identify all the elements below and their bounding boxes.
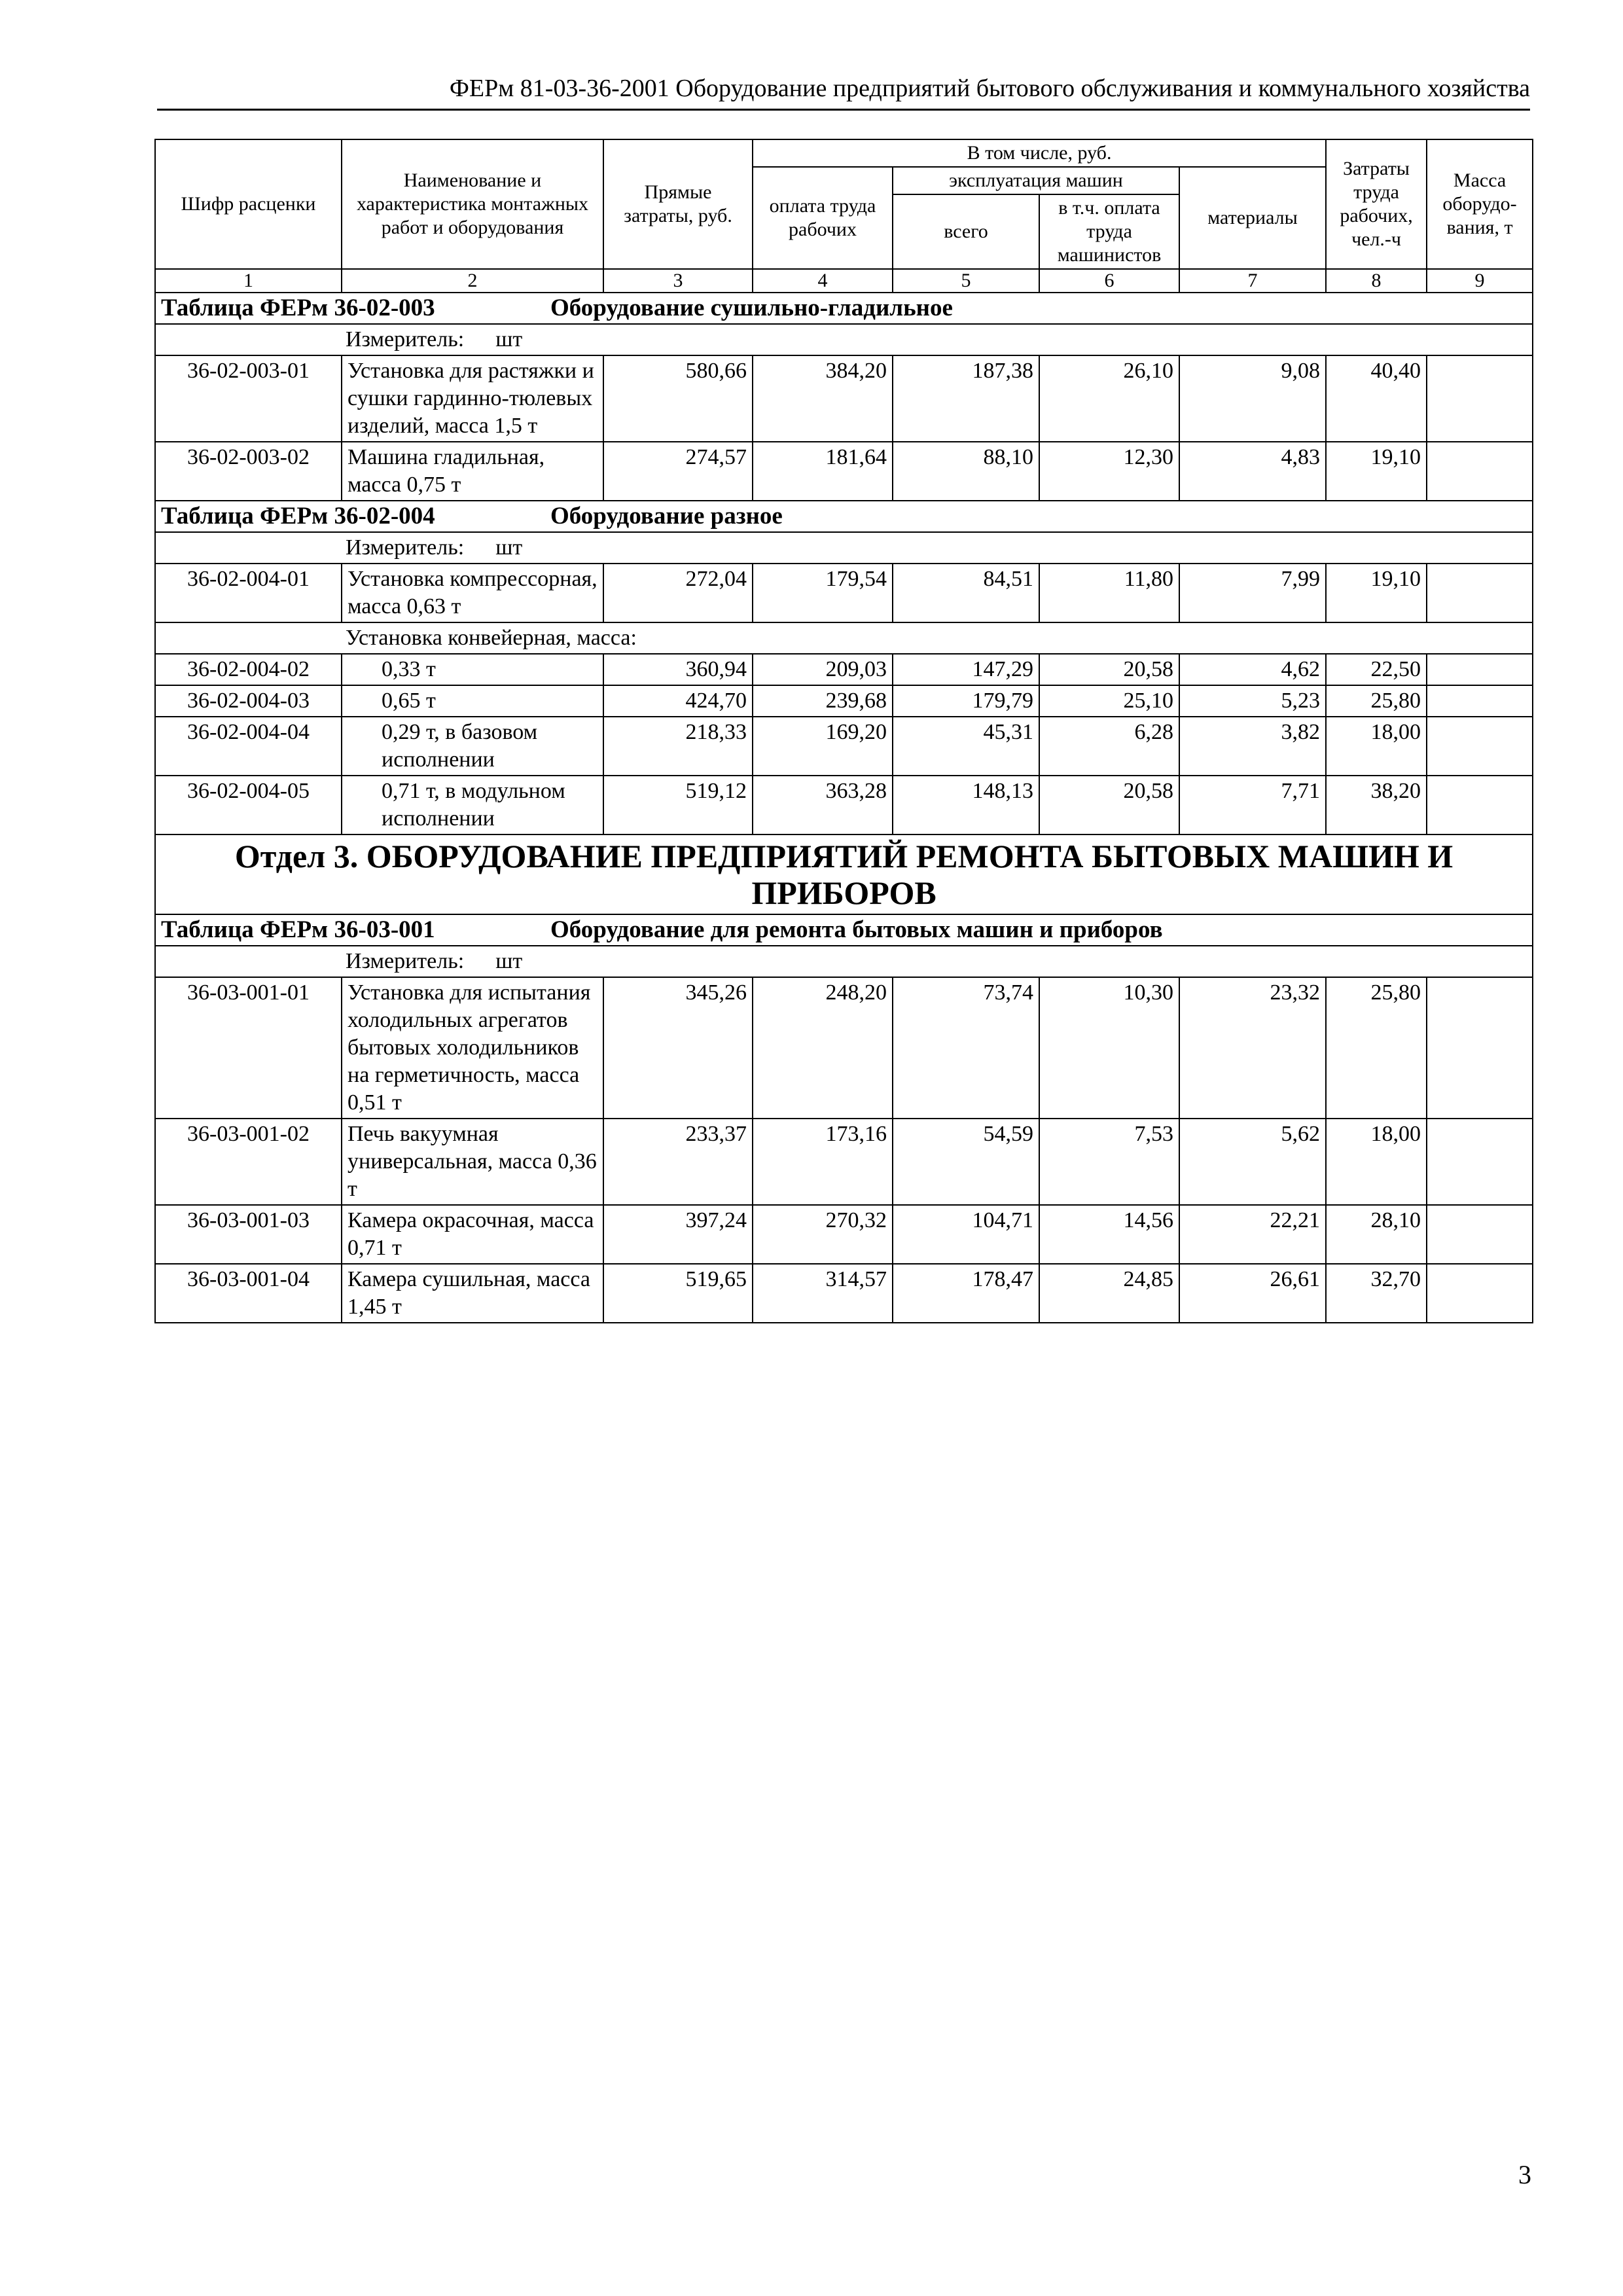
row-mass	[1427, 564, 1533, 622]
row-machines-labor: 11,80	[1039, 564, 1179, 622]
column-numbers-row	[155, 269, 1533, 293]
row-hours: 18,00	[1326, 1119, 1427, 1205]
col-header-incl: В том числе, руб.	[753, 139, 1326, 167]
row-hours: 28,10	[1326, 1205, 1427, 1264]
measure-row	[155, 324, 1533, 355]
row-mass	[1427, 1119, 1533, 1205]
col-number: 7	[1179, 269, 1326, 293]
table-title: Оборудование разное	[550, 503, 783, 529]
table-row	[155, 564, 1533, 622]
col-header-code: Шифр расценки	[155, 139, 342, 269]
row-machines-labor: 12,30	[1039, 442, 1179, 501]
col-header-labor-cost: Затраты труда рабочих, чел.-ч	[1326, 139, 1427, 269]
row-mass	[1427, 654, 1533, 685]
row-mass	[1427, 1205, 1533, 1264]
row-labor: 239,68	[753, 685, 893, 717]
col-number: 3	[603, 269, 753, 293]
row-name: Машина гладильная, масса 0,75 т	[342, 442, 603, 501]
col-header-machines-labor: в т.ч. оплата труда машинистов	[1039, 194, 1179, 269]
row-name: Камера сушильная, масса 1,45 т	[342, 1264, 603, 1323]
section-title-row	[155, 834, 1533, 914]
row-machines-labor: 7,53	[1039, 1119, 1179, 1205]
table-code: Таблица ФЕРм 36-02-004	[161, 503, 435, 529]
table-row	[155, 717, 1533, 776]
table-row	[155, 685, 1533, 717]
row-direct: 272,04	[603, 564, 753, 622]
row-materials: 22,21	[1179, 1205, 1326, 1264]
measure-label: Измеритель:	[346, 327, 465, 351]
row-name: Установка для испытания холодильных агрегатов бытовых холодильников на герметичность, масса 0,51 т	[342, 977, 603, 1119]
measure-row	[155, 532, 1533, 564]
group-label-row	[155, 622, 1533, 654]
row-code: 36-02-004-03	[155, 685, 342, 717]
measure-row	[155, 946, 1533, 977]
row-hours: 22,50	[1326, 654, 1427, 685]
row-labor: 173,16	[753, 1119, 893, 1205]
row-labor: 209,03	[753, 654, 893, 685]
row-code: 36-02-003-01	[155, 355, 342, 442]
row-machines: 147,29	[893, 654, 1039, 685]
row-direct: 274,57	[603, 442, 753, 501]
row-labor: 181,64	[753, 442, 893, 501]
row-labor: 169,20	[753, 717, 893, 776]
row-name: 0,65 т	[342, 685, 603, 717]
row-direct: 360,94	[603, 654, 753, 685]
row-materials: 3,82	[1179, 717, 1326, 776]
row-machines: 45,31	[893, 717, 1039, 776]
row-labor: 314,57	[753, 1264, 893, 1323]
document-header: ФЕРм 81-03-36-2001 Оборудование предприятий бытового обслуживания и коммунального хозяйства	[449, 75, 1530, 102]
col-number: 6	[1039, 269, 1179, 293]
table-row	[155, 355, 1533, 442]
row-code: 36-02-003-02	[155, 442, 342, 501]
row-materials: 26,61	[1179, 1264, 1326, 1323]
row-machines: 88,10	[893, 442, 1039, 501]
col-number: 5	[893, 269, 1039, 293]
row-name: 0,71 т, в модульном исполнении	[342, 776, 603, 834]
row-materials: 5,62	[1179, 1119, 1326, 1205]
table-row	[155, 1205, 1533, 1264]
col-header-mass: Масса оборудо-вания, т	[1427, 139, 1533, 269]
group-label: Установка конвейерная, масса:	[155, 622, 1533, 654]
row-name: 0,33 т	[342, 654, 603, 685]
row-hours: 32,70	[1326, 1264, 1427, 1323]
table-title-row	[155, 501, 1533, 532]
row-code: 36-03-001-01	[155, 977, 342, 1119]
row-hours: 19,10	[1326, 564, 1427, 622]
row-direct: 397,24	[603, 1205, 753, 1264]
row-hours: 40,40	[1326, 355, 1427, 442]
row-name: 0,29 т, в базовом исполнении	[342, 717, 603, 776]
row-machines-labor: 6,28	[1039, 717, 1179, 776]
row-direct: 424,70	[603, 685, 753, 717]
col-header-materials: материалы	[1179, 167, 1326, 269]
col-header-labor: оплата труда рабочих	[753, 167, 893, 269]
row-labor: 179,54	[753, 564, 893, 622]
col-header-machines: эксплуатация машин	[893, 167, 1179, 194]
row-machines: 84,51	[893, 564, 1039, 622]
section-title: Отдел 3. ОБОРУДОВАНИЕ ПРЕДПРИЯТИЙ РЕМОНТА БЫТОВЫХ МАШИН И ПРИБОРОВ	[155, 834, 1533, 914]
row-machines-labor: 26,10	[1039, 355, 1179, 442]
row-code: 36-02-004-02	[155, 654, 342, 685]
table-row	[155, 654, 1533, 685]
row-materials: 7,99	[1179, 564, 1326, 622]
row-name: Камера окрасочная, масса 0,71 т	[342, 1205, 603, 1264]
row-machines: 179,79	[893, 685, 1039, 717]
col-number: 2	[342, 269, 603, 293]
measure-unit: шт	[495, 949, 523, 973]
col-header-name: Наименование и характеристика монтажных работ и оборудования	[342, 139, 603, 269]
row-materials: 4,83	[1179, 442, 1326, 501]
row-materials: 7,71	[1179, 776, 1326, 834]
row-mass	[1427, 717, 1533, 776]
row-labor: 248,20	[753, 977, 893, 1119]
row-mass	[1427, 442, 1533, 501]
measure-unit: шт	[495, 535, 523, 560]
row-mass	[1427, 685, 1533, 717]
table-title: Оборудование сушильно-гладильное	[550, 295, 953, 321]
page-number: 3	[1518, 2160, 1531, 2189]
row-name: Установка компрессорная, масса 0,63 т	[342, 564, 603, 622]
row-direct: 345,26	[603, 977, 753, 1119]
row-machines-labor: 20,58	[1039, 776, 1179, 834]
measure-label: Измеритель:	[346, 535, 465, 560]
row-hours: 25,80	[1326, 977, 1427, 1119]
row-code: 36-02-004-01	[155, 564, 342, 622]
row-code: 36-02-004-04	[155, 717, 342, 776]
row-direct: 519,12	[603, 776, 753, 834]
row-machines-labor: 14,56	[1039, 1205, 1179, 1264]
row-machines: 178,47	[893, 1264, 1039, 1323]
col-header-machines-total: всего	[893, 194, 1039, 269]
row-machines-labor: 24,85	[1039, 1264, 1179, 1323]
row-hours: 19,10	[1326, 442, 1427, 501]
col-number: 1	[155, 269, 342, 293]
row-direct: 218,33	[603, 717, 753, 776]
row-code: 36-02-004-05	[155, 776, 342, 834]
col-number: 9	[1427, 269, 1533, 293]
row-mass	[1427, 1264, 1533, 1323]
row-materials: 4,62	[1179, 654, 1326, 685]
table-row	[155, 1264, 1533, 1323]
row-materials: 9,08	[1179, 355, 1326, 442]
row-machines: 148,13	[893, 776, 1039, 834]
table-title-row	[155, 914, 1533, 946]
table-row	[155, 1119, 1533, 1205]
row-machines: 73,74	[893, 977, 1039, 1119]
table-title: Оборудование для ремонта бытовых машин и приборов	[550, 916, 1163, 943]
table-code: Таблица ФЕРм 36-02-003	[161, 295, 435, 321]
row-name: Установка для растяжки и сушки гардинно-тюлевых изделий, масса 1,5 т	[342, 355, 603, 442]
row-labor: 363,28	[753, 776, 893, 834]
row-hours: 25,80	[1326, 685, 1427, 717]
row-code: 36-03-001-02	[155, 1119, 342, 1205]
row-direct: 519,65	[603, 1264, 753, 1323]
row-machines: 187,38	[893, 355, 1039, 442]
col-number: 4	[753, 269, 893, 293]
table-code: Таблица ФЕРм 36-03-001	[161, 916, 435, 943]
header-rule	[157, 109, 1530, 111]
row-code: 36-03-001-04	[155, 1264, 342, 1323]
price-table	[154, 139, 1533, 1323]
row-name: Печь вакуумная универсальная, масса 0,36 т	[342, 1119, 603, 1205]
row-materials: 23,32	[1179, 977, 1326, 1119]
row-machines-labor: 20,58	[1039, 654, 1179, 685]
row-hours: 38,20	[1326, 776, 1427, 834]
table-title-row	[155, 293, 1533, 324]
row-machines-labor: 10,30	[1039, 977, 1179, 1119]
row-code: 36-03-001-03	[155, 1205, 342, 1264]
row-machines-labor: 25,10	[1039, 685, 1179, 717]
row-direct: 233,37	[603, 1119, 753, 1205]
row-labor: 270,32	[753, 1205, 893, 1264]
row-direct: 580,66	[603, 355, 753, 442]
row-mass	[1427, 977, 1533, 1119]
measure-label: Измеритель:	[346, 949, 465, 973]
row-labor: 384,20	[753, 355, 893, 442]
row-mass	[1427, 355, 1533, 442]
table-row	[155, 776, 1533, 834]
measure-unit: шт	[495, 327, 523, 351]
row-hours: 18,00	[1326, 717, 1427, 776]
col-number: 8	[1326, 269, 1427, 293]
col-header-direct: Прямые затраты, руб.	[603, 139, 753, 269]
row-machines: 104,71	[893, 1205, 1039, 1264]
table-row	[155, 977, 1533, 1119]
table-row	[155, 442, 1533, 501]
row-machines: 54,59	[893, 1119, 1039, 1205]
row-mass	[1427, 776, 1533, 834]
row-materials: 5,23	[1179, 685, 1326, 717]
